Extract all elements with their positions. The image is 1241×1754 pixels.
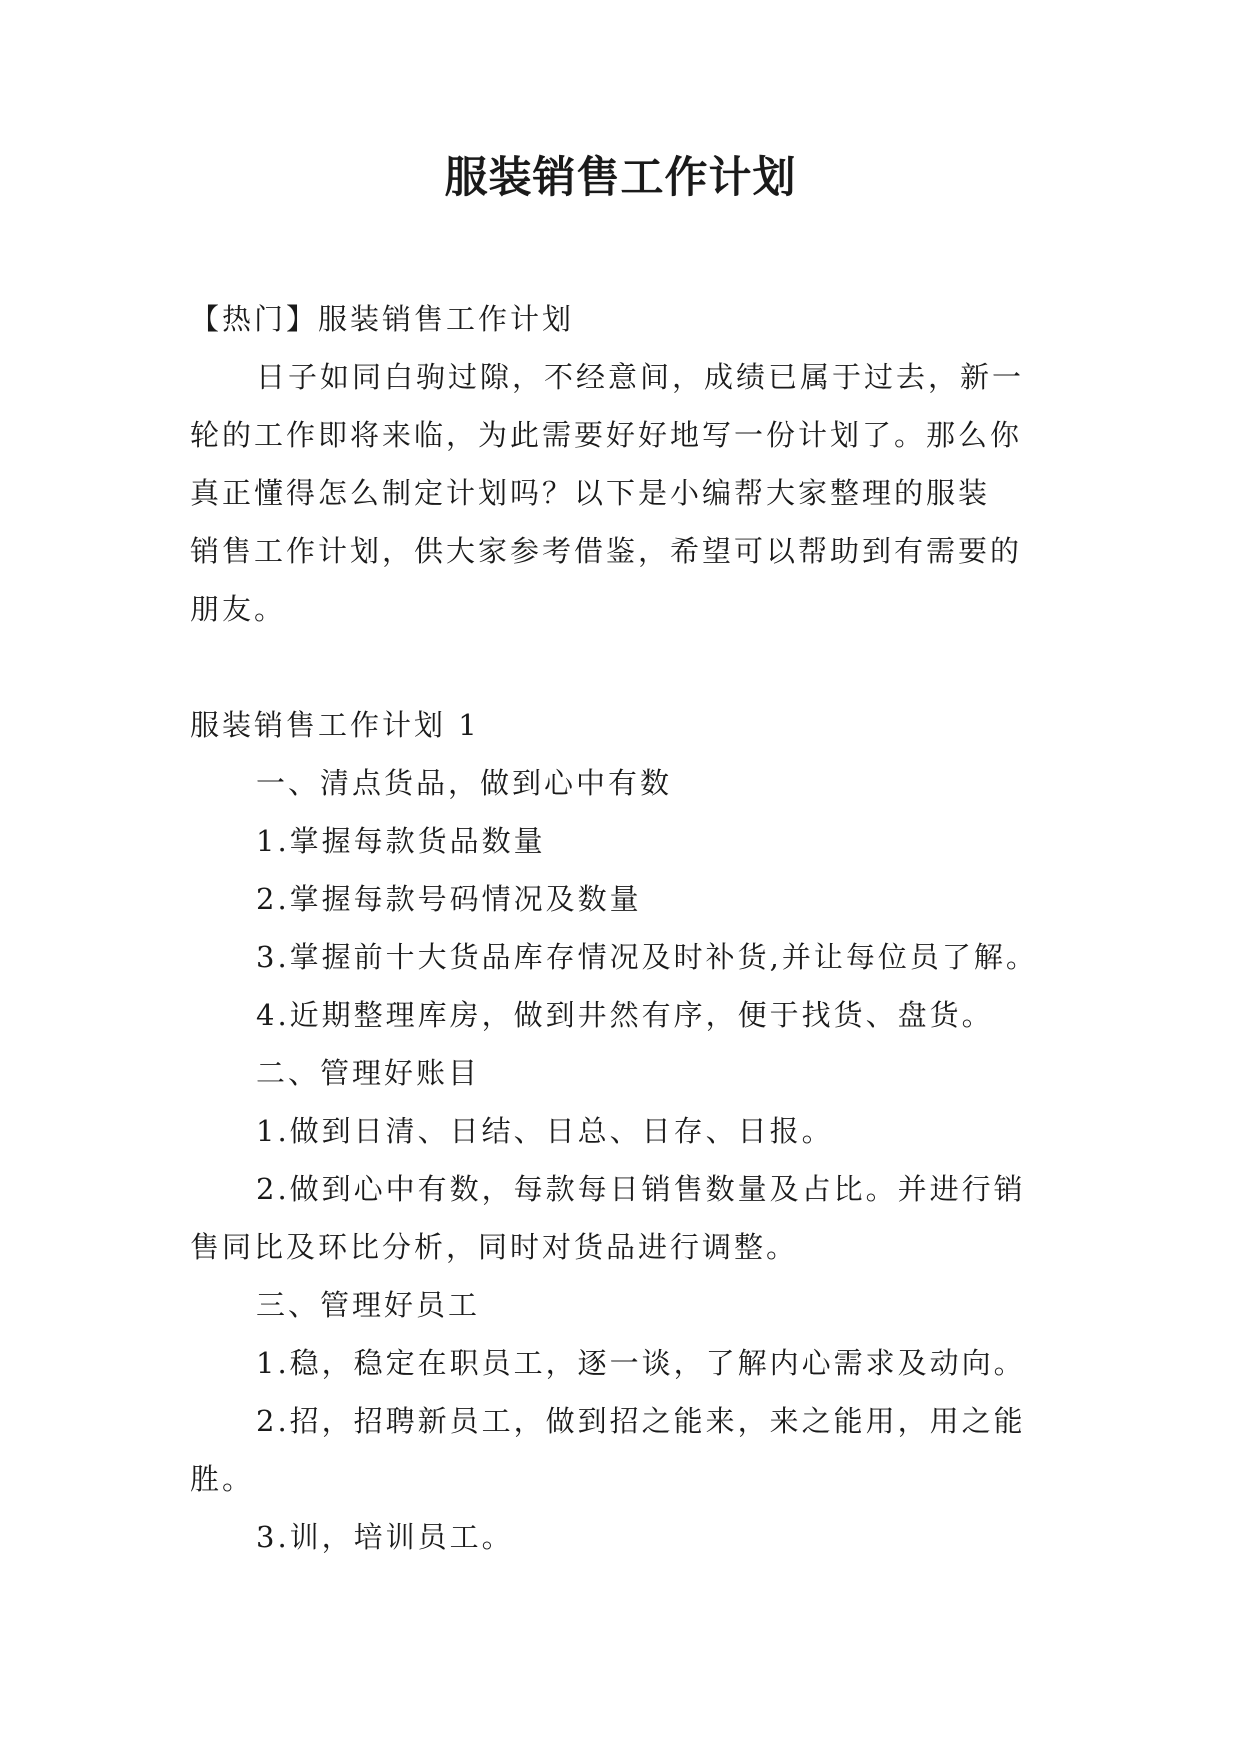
intro-line: 轮的工作即将来临，为此需要好好地写一份计划了。那么你 — [190, 418, 1023, 452]
intro-line: 朋友。 — [190, 592, 287, 626]
intro-line: 日子如同白驹过隙，不经意间，成绩已属于过去，新一 — [256, 360, 1025, 394]
list-item-continuation: 胜。 — [190, 1462, 255, 1496]
section-title: 服装销售工作计划 1 — [190, 708, 480, 742]
list-item: 2.掌握每款号码情况及数量 — [256, 882, 642, 916]
list-item: 1.做到日清、日结、日总、日存、日报。 — [256, 1114, 834, 1148]
list-item: 4.近期整理库房，做到井然有序，便于找货、盘货。 — [256, 998, 994, 1032]
list-item: 3.训，培训员工。 — [256, 1520, 514, 1554]
list-item: 3.掌握前十大货品库存情况及时补货,并让每位员了解。 — [256, 940, 1038, 974]
document-title: 服装销售工作计划 — [444, 153, 797, 203]
intro-line: 销售工作计划，供大家参考借鉴，希望可以帮助到有需要的 — [190, 534, 1023, 568]
section-heading-3: 三、管理好员工 — [256, 1288, 481, 1322]
list-item: 1.稳，稳定在职员工，逐一谈，了解内心需求及动向。 — [256, 1346, 1026, 1380]
section-heading-2: 二、管理好账目 — [256, 1056, 481, 1090]
section-heading-1: 一、清点货品，做到心中有数 — [256, 766, 673, 800]
lead-heading: 【热门】服装销售工作计划 — [190, 302, 575, 336]
list-item: 1.掌握每款货品数量 — [256, 824, 546, 858]
list-item: 2.招，招聘新员工，做到招之能来，来之能用，用之能 — [256, 1404, 1026, 1438]
list-item: 2.做到心中有数，每款每日销售数量及占比。并进行销 — [256, 1172, 1026, 1206]
document-body — [190, 290, 1052, 1566]
intro-line: 真正懂得怎么制定计划吗？以下是小编帮大家整理的服装 — [190, 476, 991, 510]
spacer — [190, 638, 1052, 696]
list-item-continuation: 售同比及环比分析，同时对货品进行调整。 — [190, 1230, 799, 1264]
